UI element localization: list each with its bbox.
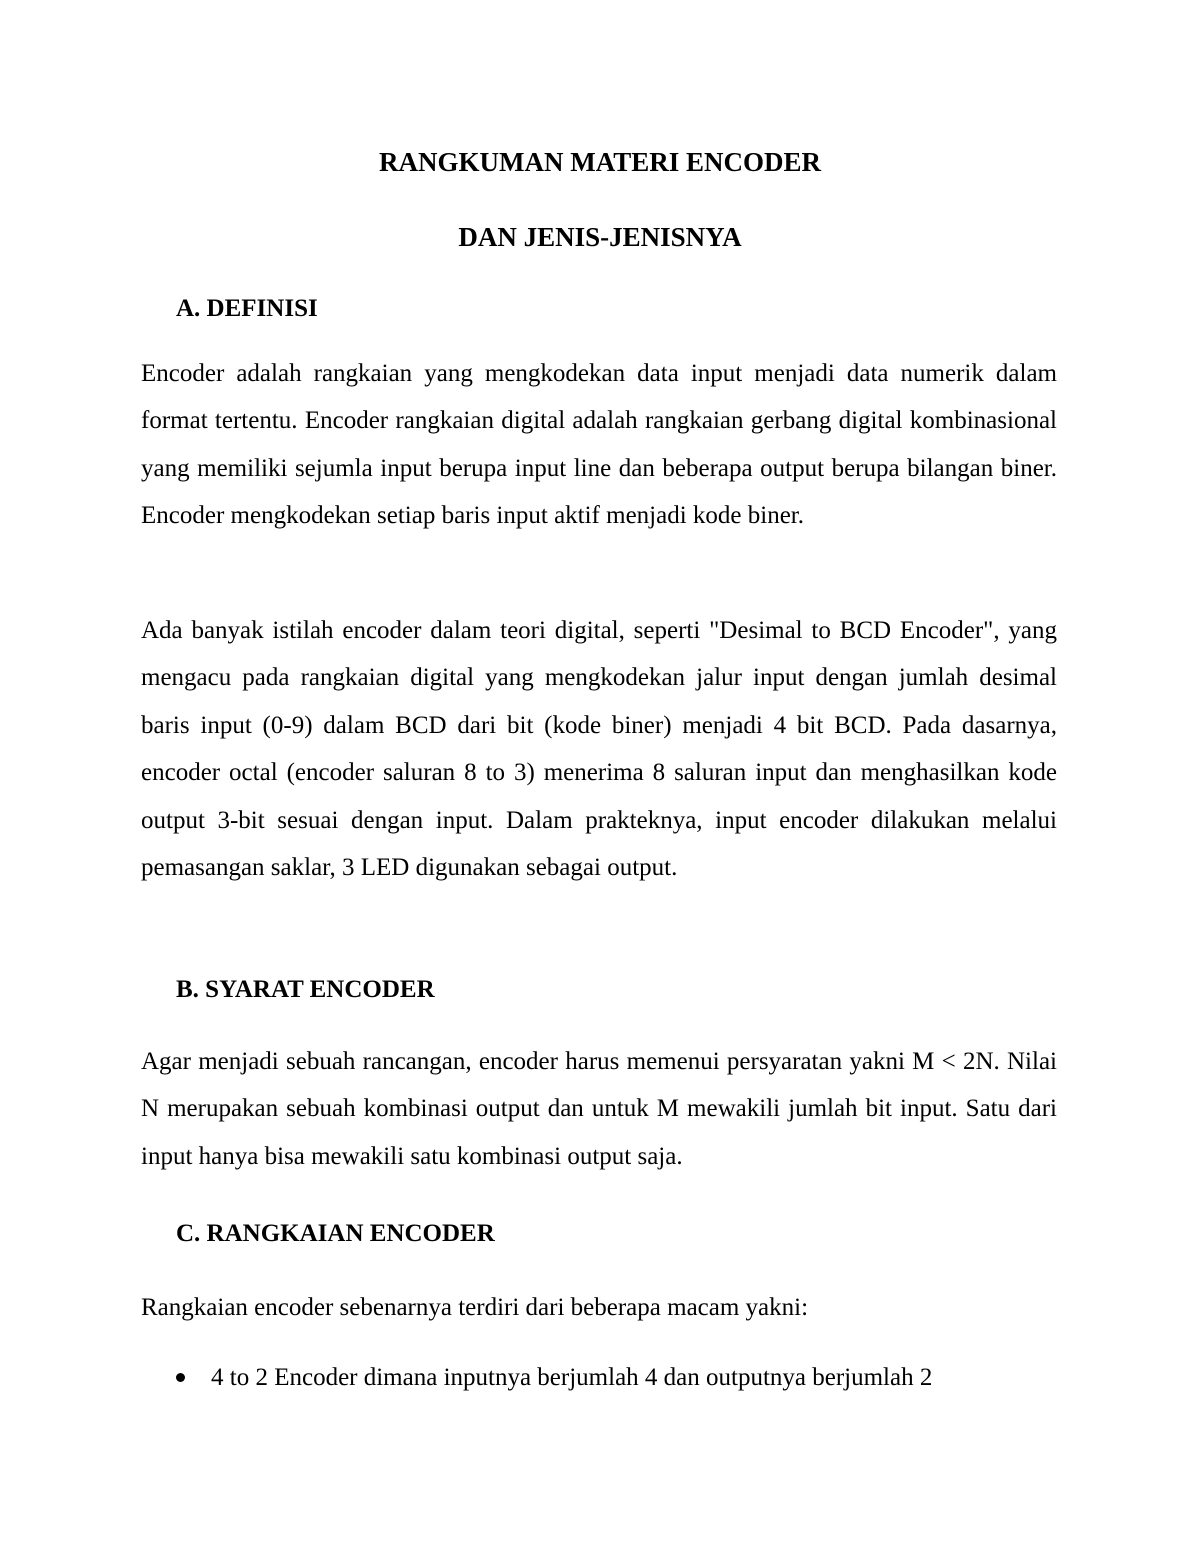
- document-title-line-2: DAN JENIS-JENISNYA: [458, 222, 742, 252]
- section-heading-rangkaian-encoder: C. RANGKAIAN ENCODER: [176, 1220, 495, 1247]
- list-item-text: 4 to 2 Encoder dimana inputnya berjumlah 4 dan outputnya berjumlah 2: [211, 1364, 933, 1391]
- list-item: [174, 1360, 1074, 1396]
- encoder-types-list: [174, 1360, 1074, 1396]
- bullet-icon: [176, 1373, 185, 1382]
- paragraph-syarat-encoder: Agar menjadi sebuah rancangan, encoder harus memenui persyaratan yakni M < 2N. Nilai N merupakan sebuah kombinasi output dan untuk M mewakili jumlah bit input. Satu dari input hanya bisa mewakili satu kombinasi output saja.: [141, 1048, 1057, 1170]
- section-heading-syarat-encoder: B. SYARAT ENCODER: [176, 976, 435, 1003]
- paragraph-definisi-2: Ada banyak istilah encoder dalam teori digital, seperti "Desimal to BCD Encoder", yang mengacu pada rangkaian digital yang mengkodekan jalur input dengan jumlah desimal baris input (0-9) dalam BCD dari bit (kode biner) menjadi 4 bit BCD. Pada dasarnya, encoder octal (encoder saluran 8 to 3) menerima 8 saluran input dan menghasilkan kode output 3-bit sesuai dengan input. Dalam prakteknya, input encoder dilakukan melalui pemasangan saklar, 3 LED digunakan sebagai output.: [141, 617, 1057, 882]
- section-heading-definisi: A. DEFINISI: [176, 295, 318, 322]
- document-title-line-1: RANGKUMAN MATERI ENCODER: [379, 147, 821, 177]
- paragraph-definisi-1: Encoder adalah rangkaian yang mengkodekan data input menjadi data numerik dalam format tertentu. Encoder rangkaian digital adalah rangkaian gerbang digital kombinasional yang memiliki sejumla input berupa input line dan beberapa output berupa bilangan biner. Encoder mengkodekan setiap baris input aktif menjadi kode biner.: [141, 360, 1057, 530]
- paragraph-rangkaian-encoder: Rangkaian encoder sebenarnya terdiri dari beberapa macam yakni:: [141, 1294, 809, 1321]
